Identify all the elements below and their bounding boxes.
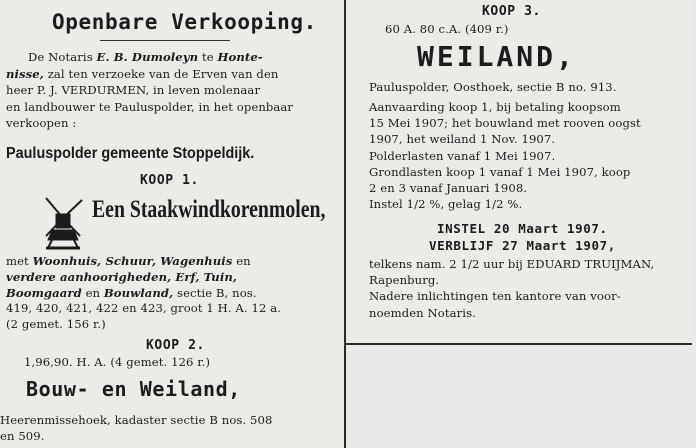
koop-2-area: 1,96,90. H. A. (4 gemet. 126 r.) bbox=[24, 355, 211, 369]
text-line bbox=[6, 270, 237, 284]
notice-title: Openbare Verkooping. bbox=[52, 10, 317, 34]
text-line bbox=[6, 83, 260, 97]
text-segment: 1907, het weiland 1 Nov. 1907. bbox=[369, 132, 556, 147]
text-segment: Rapenburg. bbox=[369, 273, 440, 288]
text-segment: met bbox=[6, 254, 33, 268]
title-rule bbox=[100, 40, 230, 41]
text-segment: en landbouwer te Pauluspolder, in het openbaar bbox=[6, 99, 294, 114]
text-line bbox=[369, 181, 527, 195]
text-segment: Honte- bbox=[217, 50, 263, 64]
text-segment: Grondlasten koop 1 vanaf 1 Mei 1907, koop bbox=[369, 164, 631, 179]
koop-1-label: KOOP 1. bbox=[140, 173, 199, 188]
text-segment: te bbox=[198, 50, 218, 64]
text-segment: nisse, bbox=[6, 66, 44, 81]
text-line bbox=[6, 100, 293, 114]
text-line bbox=[6, 67, 278, 81]
text-line bbox=[0, 413, 272, 427]
text-segment: sectie B, nos. bbox=[173, 285, 257, 300]
text-line bbox=[0, 429, 45, 443]
weiland-title: WEILAND, bbox=[417, 40, 576, 73]
text-line bbox=[369, 289, 621, 303]
text-segment: Boomgaard bbox=[6, 285, 82, 300]
text-line bbox=[369, 306, 476, 320]
text-line bbox=[6, 286, 257, 300]
koop-2-label: KOOP 2. bbox=[146, 338, 205, 353]
text-line bbox=[6, 116, 76, 130]
text-segment: Bouwland, bbox=[103, 285, 174, 300]
text-segment: verkoopen : bbox=[6, 116, 77, 130]
koop-3-label: KOOP 3. bbox=[482, 4, 541, 19]
text-segment: verdere aanhoorigheden, Erf, Tuin, bbox=[6, 269, 237, 284]
text-line bbox=[369, 257, 654, 271]
right-bottom-rule bbox=[346, 343, 692, 345]
text-segment: Aanvaarding koop 1, bij betaling koopsom bbox=[369, 100, 621, 114]
koop-3-location: Pauluspolder, Oosthoek, sectie B no. 913. bbox=[369, 80, 617, 94]
text-segment: 419, 420, 421, 422 en 423, groot 1 H. A. 12 a. bbox=[6, 301, 282, 316]
instel-date: INSTEL 20 Maart 1907. bbox=[437, 221, 608, 236]
text-segment: telkens nam. 2 1/2 uur bij EDUARD TRUIJMAN, bbox=[369, 257, 655, 271]
text-line bbox=[6, 317, 106, 331]
text-segment: noemden Notaris. bbox=[369, 305, 476, 320]
right-column bbox=[347, 0, 692, 343]
text-segment: 15 Mei 1907; het bouwland met rooven oogst bbox=[369, 116, 641, 131]
location-heading: Pauluspolder gemeente Stoppeldijk. bbox=[6, 145, 255, 162]
text-segment: en 509. bbox=[0, 428, 45, 443]
text-line bbox=[369, 149, 555, 163]
text-segment: heer P. J. VERDURMEN, in leven molenaar bbox=[6, 83, 261, 97]
text-segment: Polderlasten vanaf 1 Mei 1907. bbox=[369, 148, 556, 163]
bouw-weiland-title: Bouw- en Weiland, bbox=[26, 377, 241, 401]
text-line bbox=[369, 197, 522, 211]
text-line bbox=[369, 273, 439, 287]
left-column bbox=[0, 0, 344, 448]
text-segment: en bbox=[81, 285, 104, 300]
text-segment: De Notaris bbox=[28, 50, 97, 64]
text-segment: en bbox=[232, 254, 251, 268]
text-segment: (2 gemet. 156 r.) bbox=[6, 317, 106, 332]
text-line bbox=[28, 50, 263, 64]
text-line bbox=[6, 301, 281, 315]
windmill-icon bbox=[40, 196, 86, 252]
text-line bbox=[369, 100, 621, 114]
text-line bbox=[6, 254, 251, 268]
text-line bbox=[369, 165, 630, 179]
mill-title: Een Staakwindkorenmolen, bbox=[92, 196, 326, 223]
text-line bbox=[369, 132, 555, 146]
koop-3-area: 60 A. 80 c.A. (409 r.) bbox=[385, 22, 509, 36]
verblijf-date: VERBLIJF 27 Maart 1907, bbox=[429, 238, 616, 253]
text-line bbox=[369, 116, 641, 130]
column-divider bbox=[344, 0, 346, 448]
text-segment: Instel 1/2 %, gelag 1/2 %. bbox=[369, 197, 523, 212]
text-segment: 2 en 3 vanaf Januari 1908. bbox=[369, 181, 528, 195]
text-segment: Woonhuis, Schuur, Wagenhuis bbox=[32, 254, 233, 268]
text-segment: E. B. Dumoleyn bbox=[96, 50, 199, 64]
text-segment: Heerenmissehoek, kadaster sectie B nos. 508 bbox=[0, 413, 273, 427]
text-segment: Nadere inlichtingen ten kantore van voor- bbox=[369, 289, 621, 304]
text-segment: zal ten verzoeke van de Erven van den bbox=[43, 66, 279, 81]
